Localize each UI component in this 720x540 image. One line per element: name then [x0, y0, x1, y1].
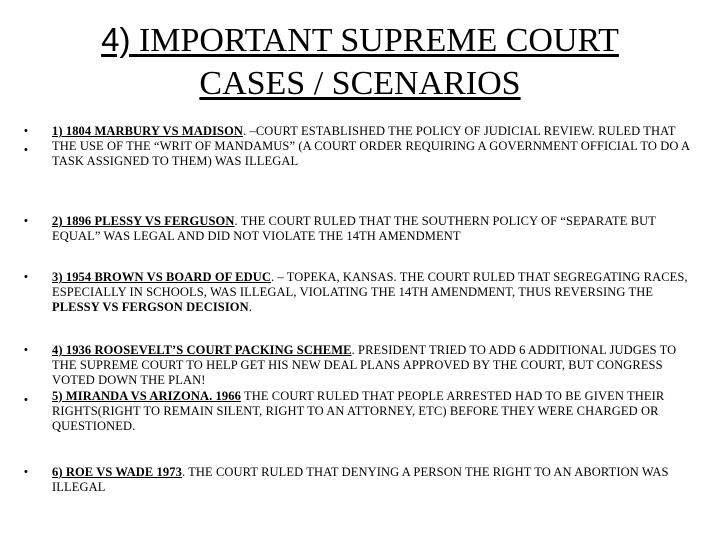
title-line-1 — [40, 18, 680, 62]
bullet-marker: • — [24, 271, 28, 283]
case-heading: 4) 1936 ROOSEVELT’S COURT PACKING SCHEME — [52, 343, 352, 357]
case-text: . –COURT ESTABLISHED THE POLICY OF JUDICIAL REVIEW. RULED THAT THE USE OF THE “WRIT OF MANDAMUS” (A COURT ORDER REQUIRING A GOVERNMENT OFFICIAL TO DO A TASK ASSIGNED TO THEM) WAS ILLEGAL — [52, 124, 690, 169]
title-line-2: CASES / SCENARIOS — [199, 65, 521, 102]
case-text: THE COURT RULED THAT PEOPLE ARRESTED HAD TO BE GIVEN THEIR RIGHTS(RIGHT TO REMAIN SILENT, RIGHT TO AN ATTORNEY, ETC) BEFORE THEY WERE CHARGED OR QUESTIONED. — [52, 388, 665, 434]
case-item-brown — [24, 270, 694, 316]
case-text: . THE COURT RULED THAT DENYING A PERSON THE RIGHT TO AN ABORTION WAS ILLEGAL — [52, 465, 669, 495]
case-heading: 6) ROE VS WADE 1973 — [52, 465, 182, 479]
case-heading: 2) 1896 PLESSY VS FERGUSON — [52, 214, 235, 228]
case-item-marbury — [24, 124, 694, 170]
bullet-marker: • — [24, 466, 28, 478]
slide-title — [40, 18, 680, 105]
bullet-marker: • — [24, 344, 28, 356]
title-text-1: IMPORTANT SUPREME COURT — [138, 22, 619, 59]
case-bold-tail: PLESSY VS FERGSON DECISION — [52, 300, 249, 315]
case-heading: 5) MIRANDA VS ARIZONA. 1966 — [52, 388, 241, 403]
title-number: 4) — [101, 21, 131, 58]
case-text: . – TOPEKA, KANSAS. THE COURT RULED THAT SEGREGATING RACES, ESPECIALLY IN SCHOOLS, WAS ILLEGAL, VIOLATING THE 14TH AMENDMENT, THUS REVERSING THE — [52, 270, 688, 300]
case-text: . THE COURT RULED THAT THE SOUTHERN POLICY OF “SEPARATE BUT EQUAL” WAS LEGAL AND DID NOT VIOLATE THE 14TH AMENDMENT — [52, 214, 656, 244]
case-heading: 1) 1804 MARBURY VS MADISON — [52, 124, 244, 138]
case-heading: 3) 1954 BROWN VS BOARD OF EDUC — [52, 270, 271, 284]
bullet-marker: • — [24, 215, 28, 227]
case-text: . PRESIDENT TRIED TO ADD 6 ADDITIONAL JUDGES TO THE SUPREME COURT TO HELP GET HIS NEW DEAL PLANS APPROVED BY THE COURT, BUT CONGRESS VOTED DOWN THE PLAN! — [52, 343, 677, 388]
bullet-marker: • — [24, 144, 28, 156]
case-item-roosevelt — [24, 343, 694, 434]
bullet-marker: • — [24, 125, 28, 137]
case-item-roe — [24, 465, 694, 495]
case-item-plessy — [24, 214, 694, 244]
case-end: . — [248, 300, 252, 315]
bullet-marker: • — [24, 394, 28, 406]
